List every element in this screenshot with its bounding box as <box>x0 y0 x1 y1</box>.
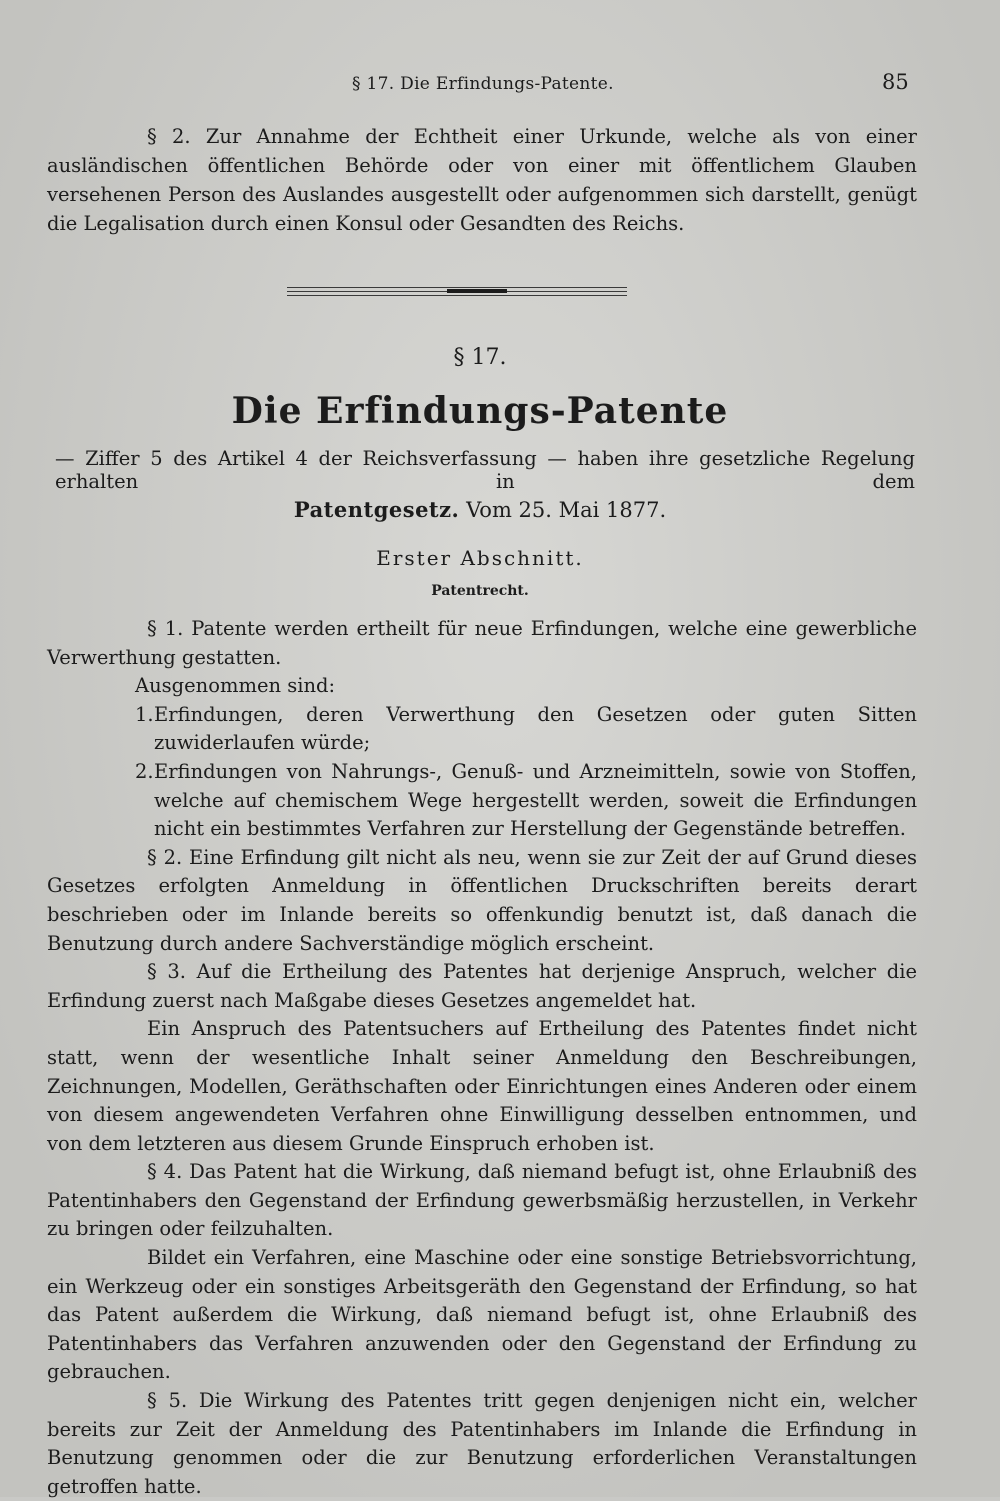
paragraph-3: § 3. Auf die Ertheilung des Patentes hat derjenige Anspruch, welcher die Erfindung zuerst nach Maßgabe dieses Gesetzes angemeldet hat. <box>47 960 917 1012</box>
paragraph-4-continued: Bildet ein Verfahren, eine Maschine oder eine sonstige Betriebsvorrichtung, ein Werkzeug oder ein sonstiges Arbeitsgeräth den Gegenstand der Erfindung, so hat das Patent außerdem die Wirkung, daß niemand befugt ist, ohne Erlaubniß des Patentinhabers das Verfahren anzuwenden oder den Gegenstand der Erfindung zu gebrauchen. <box>47 1246 917 1384</box>
part-heading: Erster Abschnitt. <box>376 546 584 570</box>
paragraph-5: § 5. Die Wirkung des Patentes tritt gegen denjenigen nicht ein, welcher bereits zur Zeit der Anmeldung des Patentinhabers im Inlande die Erfindung in Benutzung genommen oder die zur Benutzung erforderlichen Veranstaltungen getroffen hatte. <box>47 1389 917 1498</box>
list-item <box>47 701 917 758</box>
list-item-text: Erfindungen, deren Verwerthung den Gesetzen oder guten Sitten zuwiderlaufen würde; <box>154 702 917 755</box>
law-line <box>0 497 960 522</box>
list-item <box>47 758 917 844</box>
chapter-title: Die Erfindungs-Patente <box>231 390 729 432</box>
paragraph-1: § 1. Patente werden ertheilt für neue Erfindungen, welche eine gewerbliche Verwerthung gestatten. <box>47 617 917 669</box>
paragraph-previous-2: § 2. Zur Annahme der Echtheit einer Urkunde, welche als von einer ausländischen öffentlichen Behörde oder von einer mit öffentlichem Glauben versehenen Person des Auslandes ausgestellt oder aufgenommen sich darstellt, genügt die Legalisation durch einen Konsul oder Gesandten des Reichs. <box>47 125 917 235</box>
list-item-number: 2. <box>135 759 154 783</box>
page-number: 85 <box>882 70 909 94</box>
section-divider <box>287 284 627 298</box>
section-number: § 17. <box>453 345 507 370</box>
paragraph-3-continued: Ein Anspruch des Patentsuchers auf Ertheilung des Patentes findet nicht statt, wenn der wesentliche Inhalt seiner Anmeldung den Beschreibungen, Zeichnungen, Modellen, Geräthschaften oder Einrichtungen eines Anderen oder einem von diesem angewendeten Verfahren ohne Einwilligung desselben entnommen, und von dem letzteren aus diesem Grunde Einspruch erhoben ist. <box>47 1017 917 1155</box>
list-item-number: 1. <box>135 702 154 726</box>
part-subheading: Patentrecht. <box>431 583 529 599</box>
list-item-text: Erfindungen von Nahrungs-, Genuß- und Arzneimitteln, sowie von Stoffen, welche auf chemischem Wege hergestellt werden, soweit die Erfindungen nicht ein bestimmtes Verfahren zur Herstellung der Gegenstände betreffen. <box>154 759 917 841</box>
paragraph-4: § 4. Das Patent hat die Wirkung, daß niemand befugt ist, ohne Erlaubniß des Patentinhabers den Gegenstand der Erfindung gewerbsmäßig herzustellen, in Verkehr zu bringen oder feilzuhalten. <box>47 1160 917 1241</box>
paragraph-2: § 2. Eine Erfindung gilt nicht als neu, wenn sie zur Zeit der auf Grund dieses Gesetzes erfolgten Anmeldung in öffentlichen Druckschriften bereits derart beschrieben oder im Inlande bereits so offenkundig benutzt ist, daß danach die Benutzung durch andere Sachverständige möglich erscheint. <box>47 845 917 955</box>
previous-section-text <box>47 122 917 238</box>
running-title: § 17. Die Erfindungs-Patente. <box>352 74 614 94</box>
law-name: Patentgesetz. <box>293 497 460 522</box>
running-header <box>0 70 1000 100</box>
exceptions-label: Ausgenommen sind: <box>135 674 336 698</box>
intro-line: — Ziffer 5 des Artikel 4 der Reichsverfassung — haben ihre gesetzliche Regelung erhalten in dem <box>55 447 915 493</box>
law-date: Vom 25. Mai 1877. <box>466 498 667 522</box>
law-body <box>47 615 917 1501</box>
